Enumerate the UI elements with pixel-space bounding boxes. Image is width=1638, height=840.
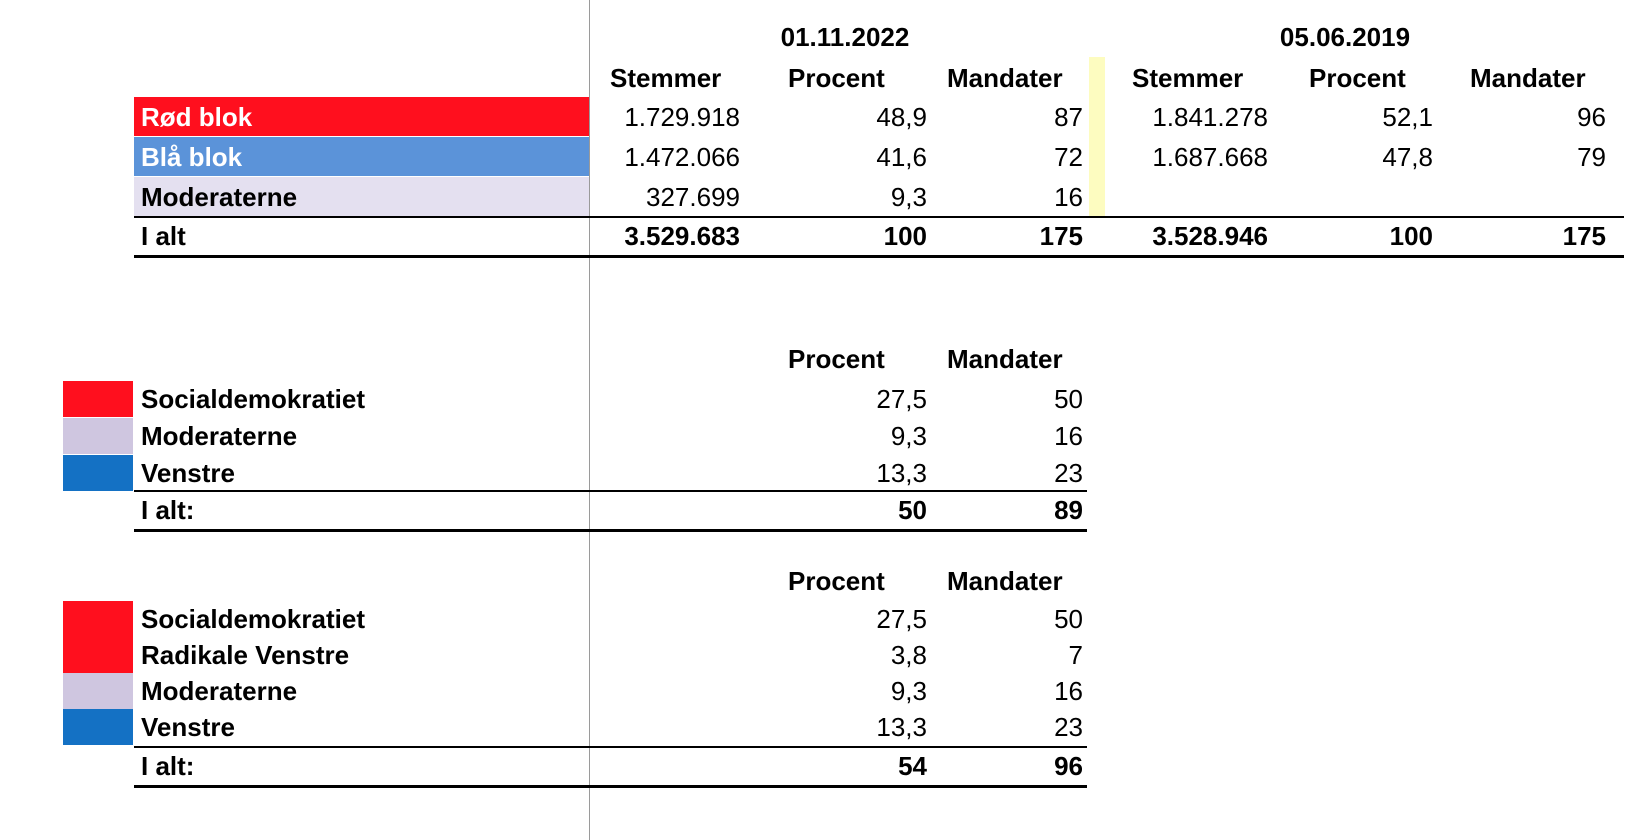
rod-votes-2022: 1.729.918 — [624, 102, 740, 132]
c2-col-seats: Mandater — [947, 566, 1063, 596]
swatch-venstre-2 — [63, 709, 133, 745]
bla-percent-2019: 47,8 — [1382, 142, 1433, 172]
summary-total-bottom-border — [134, 255, 1624, 258]
col-seats-2019: Mandater — [1470, 63, 1586, 93]
c2-label-venstre: Venstre — [141, 712, 235, 742]
row-label-rod-blok: Rød blok — [141, 102, 253, 132]
c1-label-socialdemokratiet: Socialdemokratiet — [141, 384, 365, 414]
c2-total-bottom-border — [134, 785, 1087, 788]
c1-total-top-border — [134, 490, 1087, 492]
mod-seats-2022: 16 — [1054, 182, 1083, 212]
col-votes-2022: Stemmer — [610, 63, 722, 93]
c1-total-seats: 89 — [1054, 495, 1083, 525]
c1-label-venstre: Venstre — [141, 458, 235, 488]
total-percent-2019: 100 — [1389, 221, 1433, 251]
col-seats-2022: Mandater — [947, 63, 1063, 93]
c1-percent-venstre: 13,3 — [876, 458, 927, 488]
date-2019-header: 05.06.2019 — [1279, 22, 1411, 52]
c1-total-bottom-border — [134, 529, 1087, 532]
c1-seats-venstre: 23 — [1054, 458, 1083, 488]
c2-seats-venstre: 23 — [1054, 712, 1083, 742]
rod-votes-2019: 1.841.278 — [1152, 102, 1268, 132]
c2-total-top-border — [134, 746, 1087, 748]
c2-label-moderaterne: Moderaterne — [141, 676, 298, 706]
c2-seats-moderaterne: 16 — [1054, 676, 1083, 706]
c1-seats-socialdemokratiet: 50 — [1054, 384, 1083, 414]
c2-col-percent: Procent — [788, 566, 885, 596]
total-votes-2019: 3.528.946 — [1152, 221, 1268, 251]
bla-percent-2022: 41,6 — [876, 142, 927, 172]
rod-percent-2019: 52,1 — [1382, 102, 1433, 132]
row-label-bla-blok: Blå blok — [141, 142, 243, 172]
summary-total-label: I alt — [141, 221, 186, 251]
mod-percent-2019 — [1300, 178, 1433, 216]
bla-votes-2019: 1.687.668 — [1152, 142, 1268, 172]
mod-votes-2019 — [1120, 178, 1268, 216]
c1-total-label: I alt: — [141, 495, 195, 525]
col-percent-2019: Procent — [1309, 63, 1406, 93]
total-votes-2022: 3.529.683 — [624, 221, 740, 251]
rod-percent-2022: 48,9 — [876, 102, 927, 132]
c1-percent-moderaterne: 9,3 — [890, 421, 927, 451]
c2-label-radikale-venstre: Radikale Venstre — [141, 640, 350, 670]
c2-percent-socialdemokratiet: 27,5 — [876, 604, 927, 634]
swatch-radikale-venstre — [63, 637, 133, 673]
row-label-moderaterne: Moderaterne — [141, 182, 298, 212]
swatch-socialdemokratiet-2 — [63, 601, 133, 637]
rod-seats-2019: 96 — [1577, 102, 1606, 132]
swatch-moderaterne-2 — [63, 673, 133, 709]
c2-percent-moderaterne: 9,3 — [890, 676, 927, 706]
c1-col-percent: Procent — [788, 344, 885, 374]
c1-seats-moderaterne: 16 — [1054, 421, 1083, 451]
column-divider — [589, 0, 590, 840]
c1-percent-socialdemokratiet: 27,5 — [876, 384, 927, 414]
col-percent-2022: Procent — [788, 63, 885, 93]
c2-total-label: I alt: — [141, 751, 195, 781]
bla-votes-2022: 1.472.066 — [624, 142, 740, 172]
mod-percent-2022: 9,3 — [890, 182, 927, 212]
c2-percent-venstre: 13,3 — [876, 712, 927, 742]
mod-seats-2019 — [1470, 178, 1606, 216]
swatch-moderaterne — [63, 418, 133, 454]
highlight-cell — [1089, 57, 1105, 217]
total-seats-2022: 175 — [1039, 221, 1083, 251]
bla-seats-2022: 72 — [1054, 142, 1083, 172]
swatch-venstre — [63, 455, 133, 491]
c2-percent-radikale-venstre: 3,8 — [890, 640, 927, 670]
c2-total-seats: 96 — [1054, 751, 1083, 781]
c1-col-seats: Mandater — [947, 344, 1063, 374]
c2-label-socialdemokratiet: Socialdemokratiet — [141, 604, 365, 634]
swatch-socialdemokratiet — [63, 381, 133, 417]
mod-votes-2022: 327.699 — [646, 182, 740, 212]
rod-seats-2022: 87 — [1054, 102, 1083, 132]
col-votes-2019: Stemmer — [1132, 63, 1244, 93]
c1-label-moderaterne: Moderaterne — [141, 421, 298, 451]
c1-total-percent: 50 — [898, 495, 927, 525]
total-percent-2022: 100 — [883, 221, 927, 251]
date-2022-header: 01.11.2022 — [780, 22, 910, 52]
c2-seats-socialdemokratiet: 50 — [1054, 604, 1083, 634]
bla-seats-2019: 79 — [1577, 142, 1606, 172]
total-seats-2019: 175 — [1562, 221, 1606, 251]
c2-seats-radikale-venstre: 7 — [1068, 640, 1083, 670]
c2-total-percent: 54 — [898, 751, 927, 781]
